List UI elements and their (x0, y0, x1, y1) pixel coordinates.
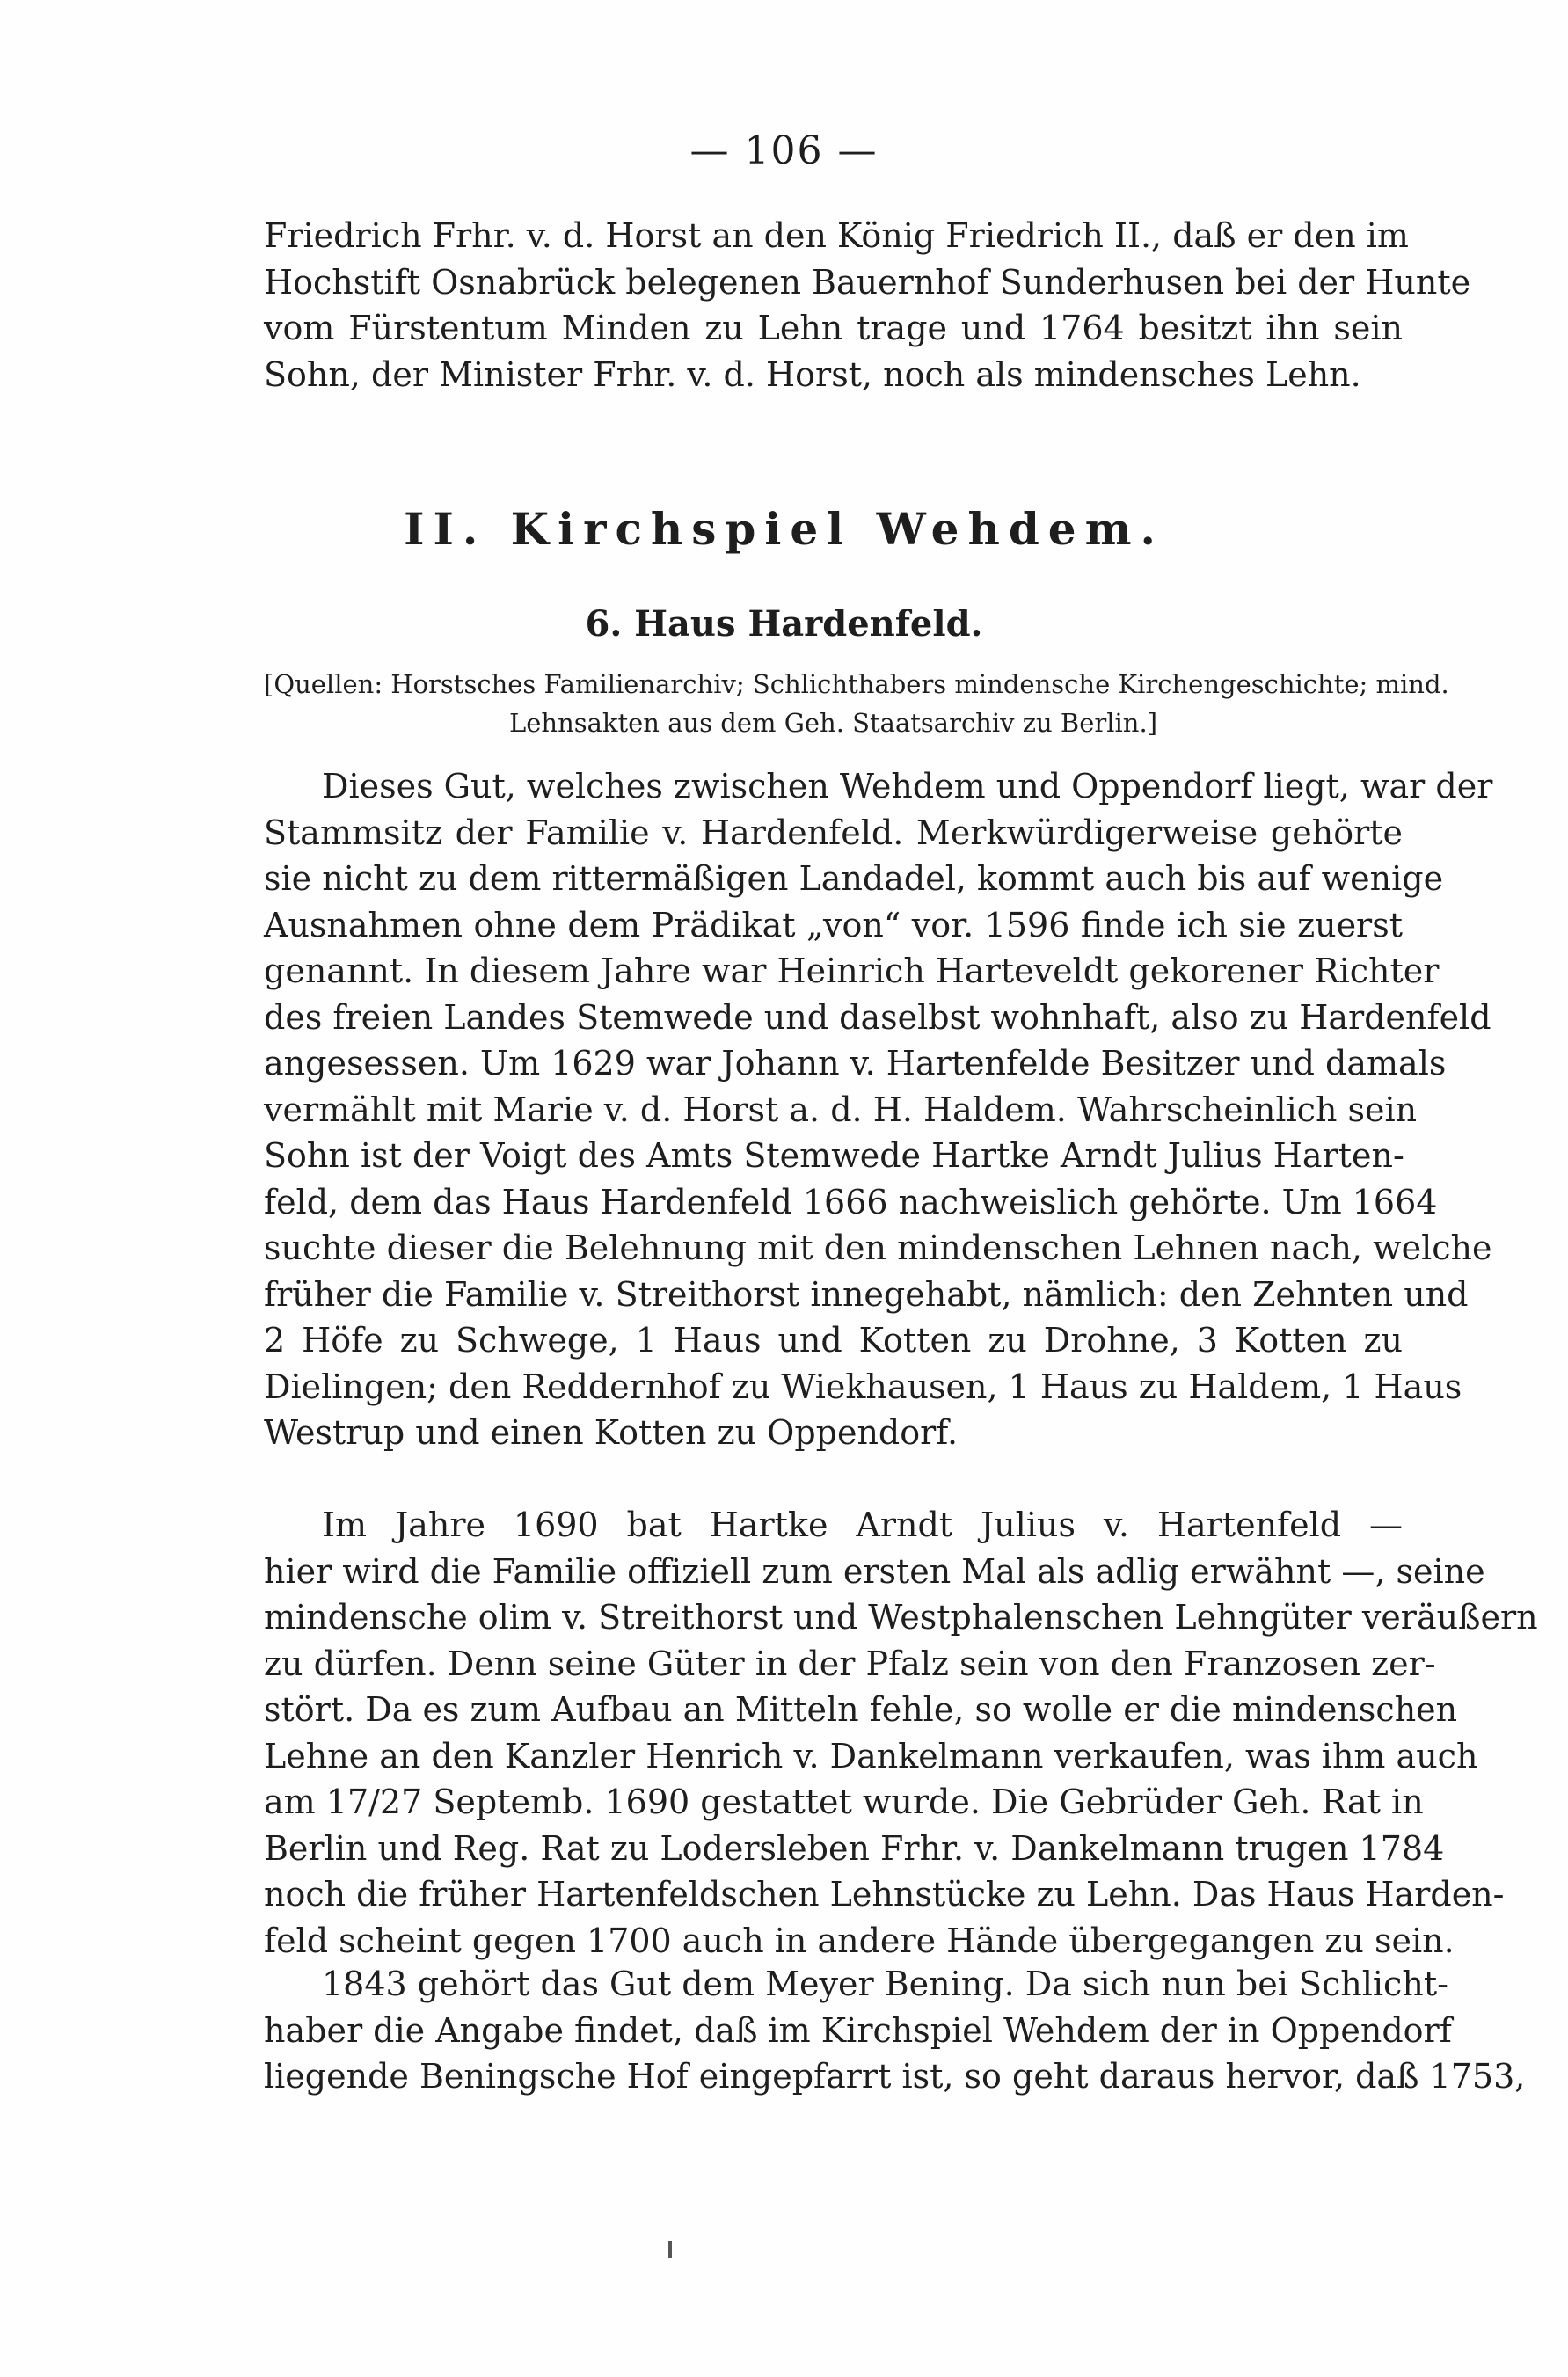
paragraph-2 (264, 1502, 1538, 1964)
intro-paragraph (264, 213, 1471, 397)
text-line: 2 Höfe zu Schwege, 1 Haus und Kotten zu Drohne, 3 Kotten zu (264, 1321, 1403, 1360)
paragraph-3 (264, 1961, 1526, 2100)
sources-line: Lehnsakten aus dem Geh. Staatsarchiv zu Berlin.] (508, 708, 1158, 738)
text-line: Sohn ist der Voigt des Amts Stemwede Hartke Arndt Julius Harten- (264, 1136, 1404, 1175)
text-line: Dieses Gut, welches zwischen Wehdem und Oppendorf liegt, war der (322, 767, 1493, 806)
text-line: früher die Familie v. Streithorst innegehabt, nämlich: den Zehnten und (264, 1274, 1469, 1314)
text-line: feld, dem das Haus Hardenfeld 1666 nachweislich gehörte. Um 1664 (264, 1182, 1438, 1221)
text-line: haber die Angabe findet, daß im Kirchspiel Wehdem der in Oppendorf (264, 2010, 1452, 2050)
text-line: vom Fürstentum Minden zu Lehn trage und 1764 besitzt ihn sein (264, 309, 1403, 347)
text-line: Sohn, der Minister Frhr. v. d. Horst, noch als mindensches Lehn. (264, 354, 1361, 394)
paragraph-1 (264, 763, 1493, 1456)
text-line: mindensche olim v. Streithorst und Westphalenschen Lehngüter veräußern (264, 1598, 1538, 1637)
print-mark (668, 2241, 672, 2258)
text-line: am 17/27 Septemb. 1690 gestattet wurde. Die Gebrüder Geh. Rat in (264, 1783, 1424, 1821)
text-line: Dielingen; den Reddernhof zu Wiekhausen, 1 Haus zu Haldem, 1 Haus (264, 1367, 1462, 1406)
text-line: zu dürfen. Denn seine Güter in der Pfalz sein von den Franzosen zer- (264, 1644, 1436, 1683)
page-number: — 106 — (689, 128, 879, 173)
section-heading: II. Kirchspiel Wehdem. (404, 503, 1164, 555)
text-line: suchte dieser die Belehnung mit den mindenschen Lehnen nach, welche (264, 1229, 1492, 1267)
sub-heading: 6. Haus Hardenfeld. (585, 603, 983, 645)
text-line: vermählt mit Marie v. d. Horst a. d. H. Haldem. Wahrscheinlich sein (264, 1090, 1418, 1129)
text-line: liegende Beningsche Hof eingepfarrt ist, so geht daraus hervor, daß 1753, (264, 2057, 1526, 2096)
text-line: Im Jahre 1690 bat Hartke Arndt Julius v. Hartenfeld — (322, 1506, 1403, 1544)
text-line: noch die früher Hartenfeldschen Lehnstücke zu Lehn. Das Haus Harden- (264, 1875, 1505, 1914)
text-line: 1843 gehört das Gut dem Meyer Bening. Da sich nun bei Schlicht- (322, 1965, 1448, 2003)
text-line: Berlin und Reg. Rat zu Lodersleben Frhr. v. Dankelmann trugen 1784 (264, 1828, 1445, 1868)
text-line: des freien Landes Stemwede und daselbst wohnhaft, also zu Hardenfeld (264, 997, 1491, 1037)
text-line: Westrup und einen Kotten zu Oppendorf. (264, 1413, 959, 1452)
text-line: Ausnahmen ohne dem Prädikat „von“ vor. 1596 finde ich sie zuerst (264, 905, 1403, 944)
text-line: Friedrich Frhr. v. d. Horst an den König Friedrich II., daß er den im (264, 216, 1409, 255)
text-line: angesessen. Um 1629 war Johann v. Hartenfelde Besitzer und damals (264, 1044, 1447, 1083)
text-line: Stammsitz der Familie v. Hardenfeld. Merkwürdigerweise gehörte (264, 813, 1403, 852)
text-line: Lehne an den Kanzler Henrich v. Dankelmann verkaufen, was ihm auch (264, 1736, 1478, 1775)
text-line: genannt. In diesem Jahre war Heinrich Harteveldt gekorener Richter (264, 952, 1440, 990)
sources-line: [Quellen: Horstsches Familienarchiv; Schlichthabers mindensche Kirchengeschichte; mind. (264, 669, 1449, 699)
text-line: feld scheint gegen 1700 auch in andere Hände übergegangen zu sein. (264, 1921, 1455, 1960)
text-line: stört. Da es zum Aufbau an Mitteln fehle, so wolle er die mindenschen (264, 1690, 1458, 1729)
text-line: Hochstift Osnabrück belegenen Bauernhof Sunderhusen bei der Hunte (264, 262, 1471, 302)
sources-note (264, 665, 1449, 742)
text-line: hier wird die Familie offiziell zum ersten Mal als adlig erwähnt —, seine (264, 1551, 1485, 1591)
text-line: sie nicht zu dem rittermäßigen Landadel, kommt auch bis auf wenige (264, 859, 1444, 898)
